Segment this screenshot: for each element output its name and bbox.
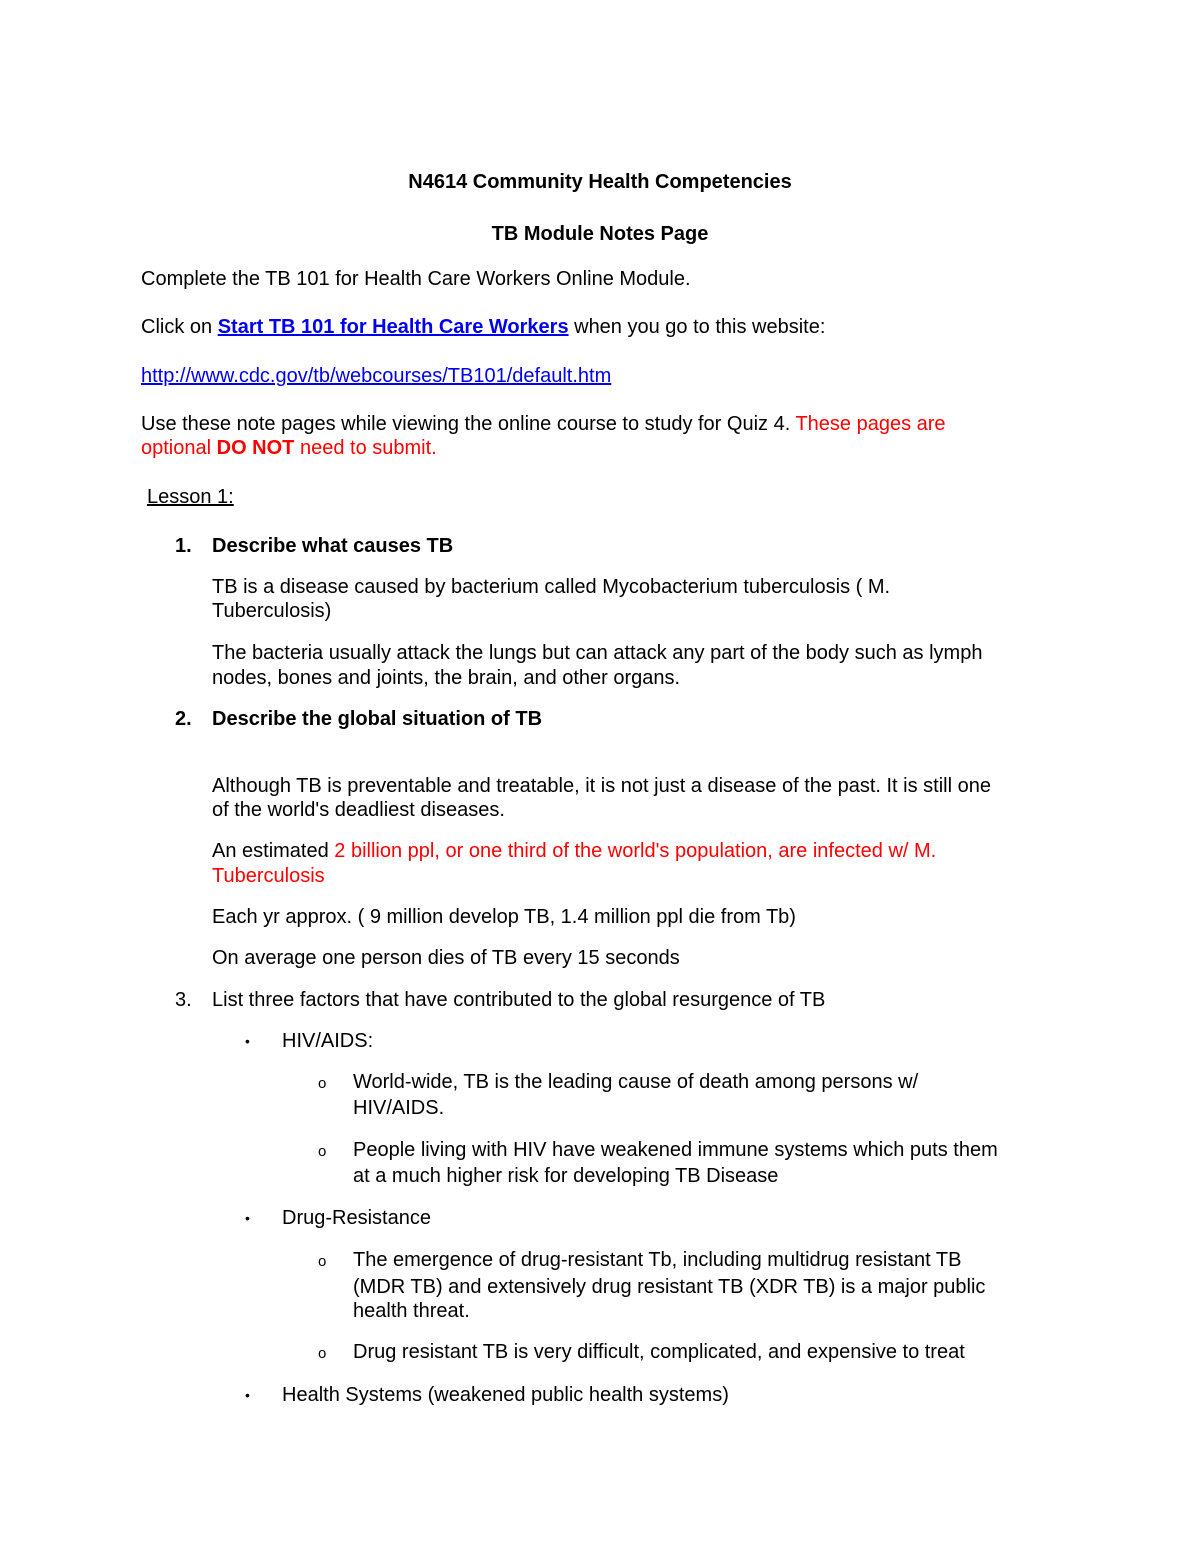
q2-number: 2.: [175, 708, 192, 730]
click-suffix: when you go to this website:: [568, 316, 826, 338]
bullet-hiv: HIV/AIDS:: [282, 1030, 374, 1052]
q2-para3: Each yr approx. ( 9 million develop TB, 1.4 million ppl die from Tb): [212, 906, 796, 928]
lesson-heading: Lesson 1:: [147, 486, 234, 508]
document-subtitle: TB Module Notes Page: [491, 223, 709, 245]
q2-para2-red-a: 2 billion ppl, or one third of the world's population, are infected w/ M.: [334, 840, 937, 862]
q1-para1-line1: TB is a disease caused by bacterium called Mycobacterium tuberculosis ( M.: [212, 576, 891, 598]
q2-para1-line1: Although TB is preventable and treatable, it is not just a disease of the past. It is still one: [212, 775, 991, 797]
url-line: [141, 364, 611, 388]
bullet-icon: •: [245, 1387, 250, 1403]
optional-line: [141, 436, 437, 460]
sub-bullet-icon: o: [318, 1253, 327, 1270]
hiv-sub1-line1: World-wide, TB is the leading cause of death among persons w/: [353, 1071, 919, 1093]
do-not-text: DO NOT: [216, 437, 295, 459]
q1-number: 1.: [175, 535, 192, 557]
intro-text: Complete the TB 101 for Health Care Workers Online Module.: [141, 268, 691, 290]
document-title: N4614 Community Health Competencies: [408, 171, 792, 193]
optional-text-a: These pages are: [790, 413, 946, 435]
sub-bullet-icon: o: [318, 1143, 327, 1160]
q2-para4: On average one person dies of TB every 15 seconds: [212, 947, 680, 969]
q2-heading: Describe the global situation of TB: [212, 708, 543, 730]
hiv-sub1-line2: HIV/AIDS.: [353, 1097, 445, 1119]
sub-bullet-icon: o: [318, 1345, 327, 1362]
optional-text-b: optional: [141, 437, 217, 459]
click-prefix: Click on: [141, 316, 218, 338]
hiv-sub2-line2: at a much higher risk for developing TB Disease: [353, 1165, 779, 1187]
cdc-url-link[interactable]: http://www.cdc.gov/tb/webcourses/TB101/default.htm: [141, 365, 612, 387]
drug-sub1-line2: (MDR TB) and extensively drug resistant TB (XDR TB) is a major public: [353, 1276, 986, 1298]
use-text: Use these note pages while viewing the online course to study for Quiz 4.: [141, 413, 791, 435]
q2-para2-line2: Tuberculosis: [212, 865, 325, 887]
q1-para2-line1: The bacteria usually attack the lungs but can attack any part of the body such as lymph: [212, 642, 983, 664]
start-tb101-link[interactable]: Start TB 101 for Health Care Workers: [217, 316, 569, 338]
sub-bullet-icon: o: [318, 1075, 327, 1092]
q1-heading: Describe what causes TB: [212, 535, 454, 557]
drug-sub1-line3: health threat.: [353, 1300, 470, 1322]
q1-para2-line2: nodes, bones and joints, the brain, and other organs.: [212, 667, 681, 689]
bullet-drug: Drug-Resistance: [282, 1207, 431, 1229]
drug-sub1-line1: The emergence of drug-resistant Tb, including multidrug resistant TB: [353, 1249, 962, 1271]
q2-para2-line1: [212, 839, 936, 863]
q2-para2-prefix: An estimated: [212, 840, 335, 862]
hiv-sub2-line1: People living with HIV have weakened immune systems which puts them: [353, 1139, 998, 1161]
use-notes-line: [141, 412, 946, 436]
q1-para1-line2: Tuberculosis): [212, 600, 332, 622]
bullet-health: Health Systems (weakened public health systems): [282, 1384, 729, 1406]
optional-text-c: need to submit.: [294, 437, 437, 459]
click-instruction: [141, 315, 825, 339]
bullet-icon: •: [245, 1210, 250, 1226]
q2-para1-line2: of the world's deadliest diseases.: [212, 799, 505, 821]
drug-sub2: Drug resistant TB is very difficult, complicated, and expensive to treat: [353, 1341, 965, 1363]
bullet-icon: •: [245, 1033, 250, 1049]
q3-number: 3.: [175, 989, 192, 1011]
q3-heading: List three factors that have contributed to the global resurgence of TB: [212, 989, 826, 1011]
